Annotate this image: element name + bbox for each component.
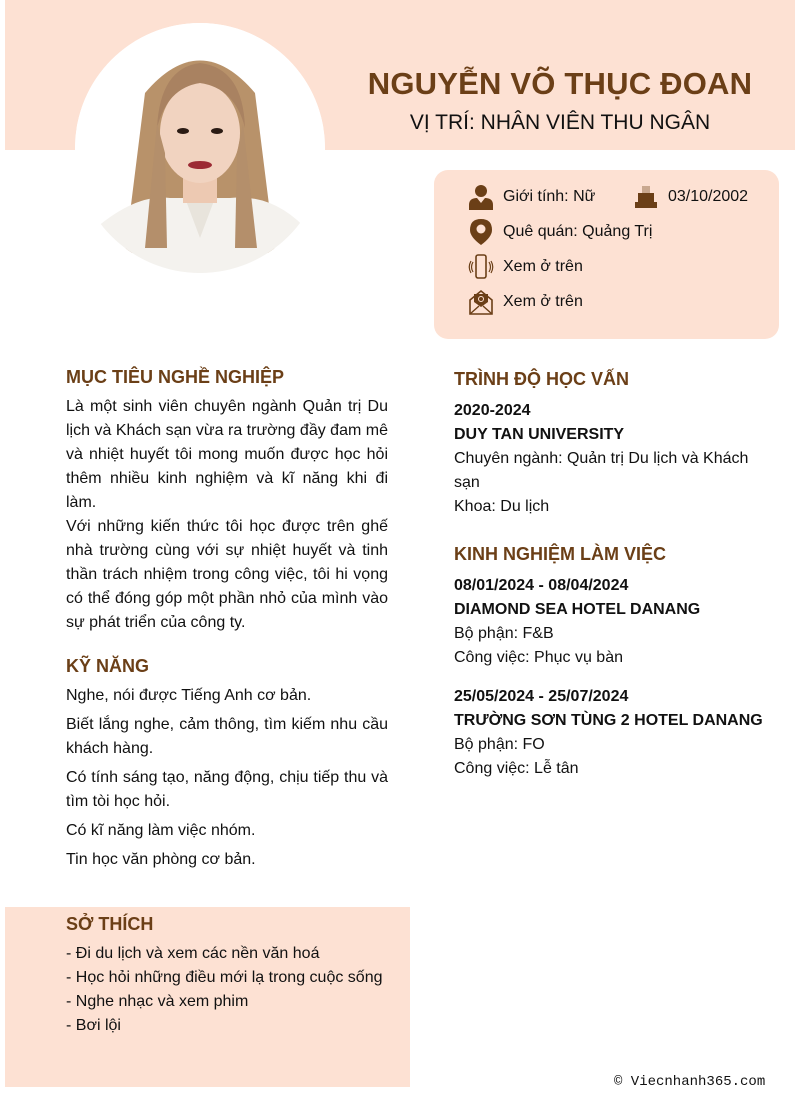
email-icon <box>468 289 494 315</box>
hobby-item: - Đi du lịch và xem các nền văn hoá <box>66 945 320 962</box>
experience-job-1 <box>454 574 784 670</box>
email-row <box>468 289 583 315</box>
skills-title: KỸ NĂNG <box>66 656 150 676</box>
education-block <box>454 399 774 519</box>
objective-paragraph-1: Là một sinh viên chuyên ngành Quản trị Du lịch và Khách sạn vừa ra trường đầy đam mê và nhiệt huyết tôi mong muốn được học hỏi thêm nhiều kinh nghiệm và kĩ năng khi đi làm. <box>66 398 388 511</box>
job-department: Bộ phận: FO <box>454 736 545 753</box>
birthday-text: 03/10/2002 <box>668 188 749 205</box>
hobbies-list <box>66 942 388 1038</box>
phone-text: Xem ở trên <box>503 258 583 275</box>
education-faculty: Khoa: Du lịch <box>454 498 550 515</box>
job-position: VỊ TRÍ: NHÂN VIÊN THU NGÂN <box>409 111 711 134</box>
candidate-name: NGUYỄN VÕ THỤC ĐOAN <box>367 66 753 101</box>
hobby-item: - Bơi lội <box>66 1017 121 1034</box>
skill-item: Nghe, nói được Tiếng Anh cơ bản. <box>66 687 312 704</box>
objective-text <box>66 395 388 635</box>
email-text: Xem ở trên <box>503 293 583 310</box>
objective-title: MỤC TIÊU NGHỀ NGHIỆP <box>66 367 285 387</box>
gender-text: Giới tính: Nữ <box>503 188 596 205</box>
job-period: 25/05/2024 - 25/07/2024 <box>454 688 629 705</box>
hobby-item: - Nghe nhạc và xem phim <box>66 993 249 1010</box>
job-company: TRƯỜNG SƠN TÙNG 2 HOTEL DANANG <box>454 712 763 729</box>
job-period: 08/01/2024 - 08/04/2024 <box>454 577 629 594</box>
skill-item: Có tính sáng tạo, năng động, chịu tiếp thu và tìm tòi học hỏi. <box>66 769 388 810</box>
experience-title: KINH NGHIỆM LÀM VIỆC <box>454 544 667 564</box>
hometown-row <box>468 219 652 245</box>
footer-copyright: © Viecnhanh365.com <box>614 1074 766 1090</box>
hobbies-title: SỞ THÍCH <box>66 914 154 934</box>
user-icon <box>468 184 494 210</box>
education-title: TRÌNH ĐỘ HỌC VẤN <box>454 369 629 389</box>
phone-row <box>468 254 583 280</box>
profile-photo <box>75 23 325 273</box>
contact-info-box <box>434 170 779 339</box>
objective-paragraph-2: Với những kiến thức tôi học được trên ghế nhà trường cùng với sự nhiệt huyết và tinh thần trách nhiệm trong công việc, tôi hi vọng có thể đóng góp một phần nhỏ của mình vào sự phát triển của công ty. <box>66 518 388 631</box>
job-company: DIAMOND SEA HOTEL DANANG <box>454 601 701 618</box>
experience-job-2 <box>454 685 784 781</box>
skills-list <box>66 684 388 877</box>
location-pin-icon <box>468 219 494 245</box>
gender-row <box>468 184 595 210</box>
education-school: DUY TAN UNIVERSITY <box>454 426 625 443</box>
job-role: Công việc: Lễ tân <box>454 760 579 777</box>
job-role: Công việc: Phục vụ bàn <box>454 649 623 666</box>
phone-icon <box>468 254 494 280</box>
hometown-text: Quê quán: Quảng Trị <box>503 223 653 240</box>
portrait-image <box>75 23 325 273</box>
birthday-cake-icon <box>633 184 659 210</box>
birthday-row <box>633 184 748 210</box>
skill-item: Tin học văn phòng cơ bản. <box>66 851 256 868</box>
job-department: Bộ phận: F&B <box>454 625 554 642</box>
hobby-item: - Học hỏi những điều mới lạ trong cuộc sống <box>66 969 383 986</box>
education-period: 2020-2024 <box>454 402 531 419</box>
skill-item: Có kĩ năng làm việc nhóm. <box>66 822 256 839</box>
skill-item: Biết lắng nghe, cảm thông, tìm kiếm nhu cầu khách hàng. <box>66 716 388 757</box>
education-major: Chuyên ngành: Quản trị Du lịch và Khách sạn <box>454 450 749 491</box>
